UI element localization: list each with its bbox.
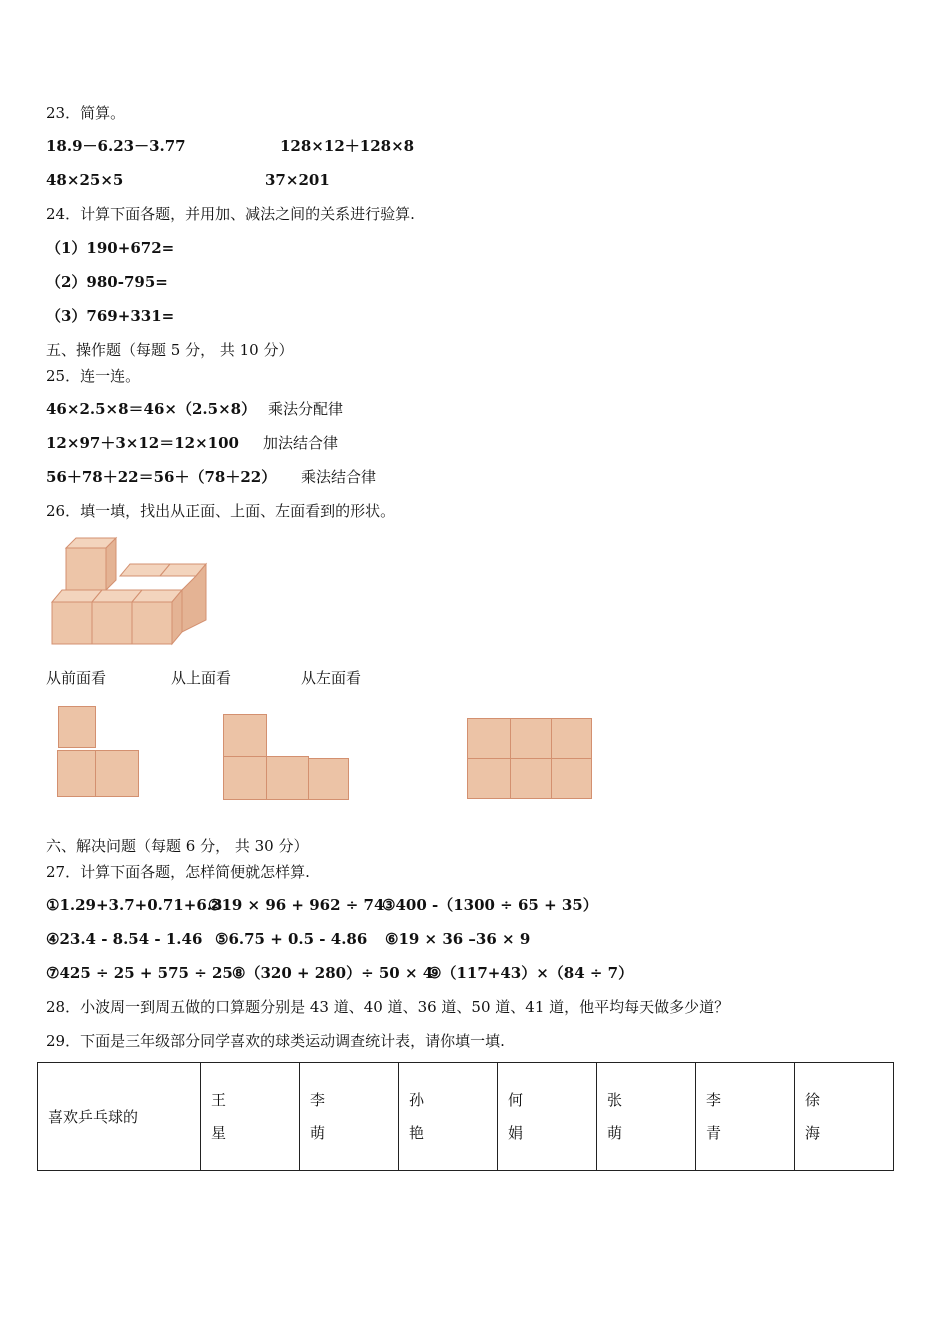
table-cell: 孙 艳 <box>399 1063 498 1171</box>
q23-item-1: 18.9－6.23－3.77 <box>46 137 186 155</box>
q24-title: 24．计算下面各题，并用加、减法之间的关系进行验算. <box>46 205 415 223</box>
q27-title: 27．计算下面各题，怎样简便就怎样算. <box>46 863 310 881</box>
table-cell: 徐 海 <box>795 1063 894 1171</box>
q25-left-2: 12×97＋3×12＝12×100 <box>46 434 239 452</box>
q27-item-3: ③400 -（1300 ÷ 65 + 35） <box>382 896 598 914</box>
q27-item-5: ⑤6.75 + 0.5 - 4.86 <box>215 930 368 948</box>
q24-item-3: （3）769+331= <box>46 307 175 325</box>
section-5-heading: 五、操作题（每题 5 分， 共 10 分） <box>46 341 294 359</box>
view-label-left: 从左面看 <box>301 669 362 687</box>
q27-item-7: ⑦425 ÷ 25 + 575 ÷ 25 <box>46 964 233 982</box>
q25-right-1: 乘法分配律 <box>268 400 344 418</box>
q23-title: 23．简算。 <box>46 104 126 122</box>
q27-item-8: ⑧（320 + 280）÷ 50 × 4 <box>232 964 434 982</box>
q25-title: 25．连一连。 <box>46 367 141 385</box>
q27-item-9: ⑨（117+43）×（84 ÷ 7） <box>428 964 634 982</box>
q23-item-4: 37×201 <box>265 171 330 189</box>
q27-item-6: ⑥19 × 36 –36 × 9 <box>385 930 531 948</box>
survey-table <box>37 1062 894 1171</box>
q23-item-3: 48×25×5 <box>46 171 124 189</box>
q25-right-2: 加法结合律 <box>263 434 339 452</box>
cube-stack-figure <box>48 536 208 648</box>
q25-left-1: 46×2.5×8＝46×（2.5×8） <box>46 400 257 418</box>
q27-item-1: ①1.29+3.7+0.71+6.3 <box>46 896 223 914</box>
q29-title: 29．下面是三年级部分同学喜欢的球类运动调查统计表，请你填一填. <box>46 1032 505 1050</box>
view-label-top: 从上面看 <box>171 669 232 687</box>
table-cell: 李 青 <box>696 1063 795 1171</box>
q28-title: 28．小波周一到周五做的口算题分别是 43 道、40 道、36 道、50 道、41 道，他平均每天做多少道？ <box>46 998 730 1016</box>
q24-item-1: （1）190+672= <box>46 239 175 257</box>
q27-item-4: ④23.4 - 8.54 - 1.46 <box>46 930 203 948</box>
q25-right-3: 乘法结合律 <box>301 468 377 486</box>
q24-item-2: （2）980-795= <box>46 273 168 291</box>
q26-title: 26．填一填，找出从正面、上面、左面看到的形状。 <box>46 502 396 520</box>
table-cell: 王 星 <box>201 1063 300 1171</box>
table-cell: 何 娟 <box>498 1063 597 1171</box>
table-cell: 张 萌 <box>597 1063 696 1171</box>
q27-item-2: ②19 × 96 + 962 ÷ 74 <box>208 896 385 914</box>
view-label-front: 从前面看 <box>46 669 107 687</box>
section-6-heading: 六、解决问题（每题 6 分， 共 30 分） <box>46 837 309 855</box>
table-cell: 李 萌 <box>300 1063 399 1171</box>
q25-left-3: 56＋78＋22＝56＋（78＋22） <box>46 468 277 486</box>
table-row <box>38 1063 894 1171</box>
q23-item-2: 128×12＋128×8 <box>280 137 415 155</box>
table-row-header: 喜欢乒乓球的 <box>38 1063 201 1171</box>
